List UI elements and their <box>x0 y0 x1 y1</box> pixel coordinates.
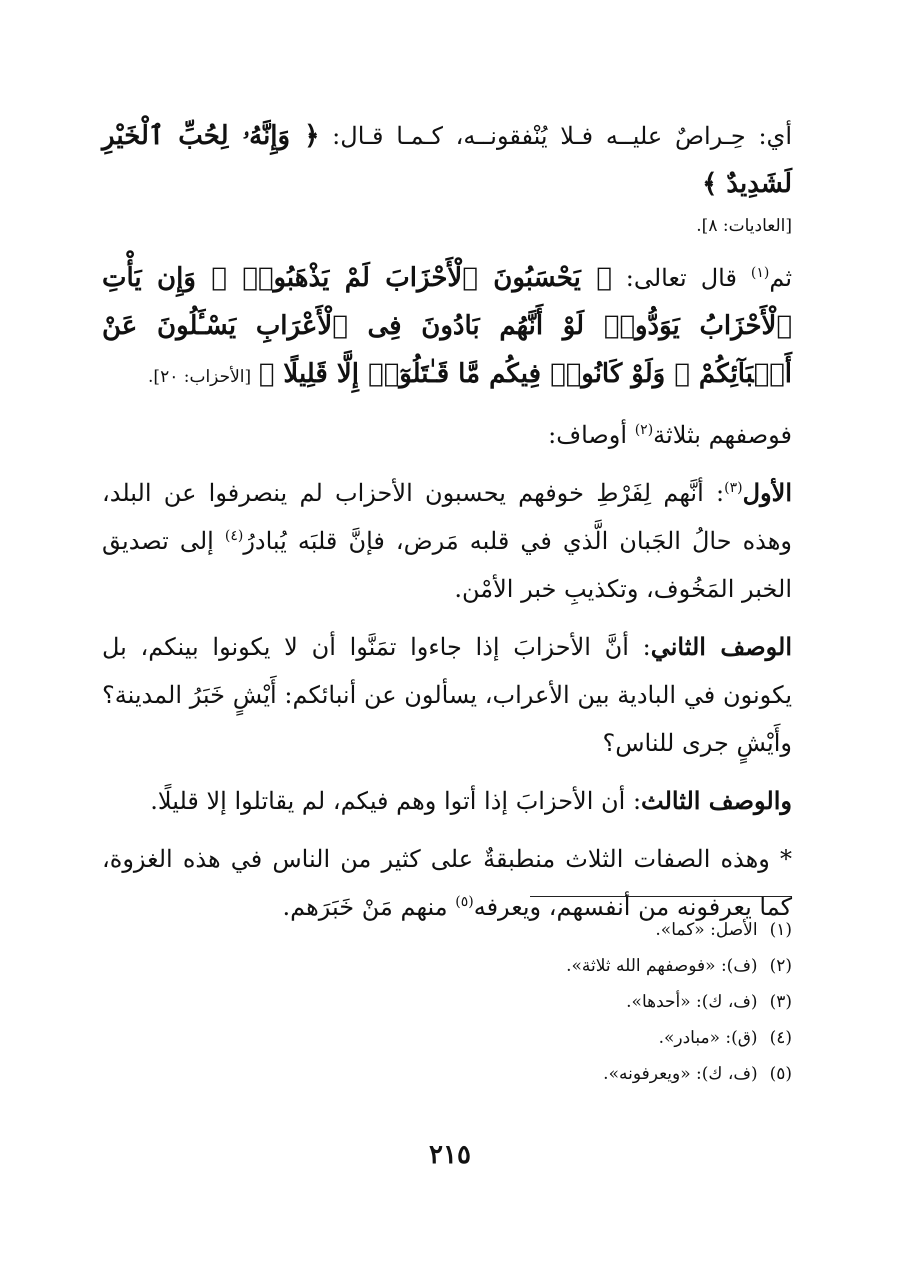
footnote-item <box>102 948 792 984</box>
paragraph-text: : أن الأحزابَ إذا أتوا وهم فيكم، لم يقاتلوا إلا قليلًا. <box>150 787 642 815</box>
footnote-marker: (٣) <box>724 480 743 496</box>
section-label: والوصف الثالث <box>641 786 792 815</box>
footnote-marker: (٤) <box>224 528 244 544</box>
paragraph-3 <box>102 411 792 459</box>
paragraph-4 <box>102 469 792 613</box>
footnotes <box>102 912 792 1092</box>
footnote-text: الأصل: «كما». <box>655 920 758 940</box>
verse-reference: [العاديات: ٨]. <box>696 216 792 236</box>
paragraph-text: : أنَّ الأحزابَ إذا جاءوا تمَنَّوا أن لا يكونوا بينكم، بل يكونون في البادية بين الأعراب، يسألون عن أنبائكم: أَيْشٍ خَبَرُ المدينة؟ وأَيْشٍ جرى للناس؟ <box>102 633 792 757</box>
paragraph-text: أوصاف: <box>548 421 635 449</box>
footnote-marker: (١) <box>750 265 770 281</box>
footnote-item <box>102 912 792 948</box>
paragraph-6 <box>102 777 792 825</box>
quran-verse: ﴿ يَحْسَبُونَ ٱلْأَحْزَابَ لَمْ يَذْهَبُوا۟ ۖ وَإِن يَأْتِ ٱلْأَحْزَابُ يَوَدُّوا۟ لَوْ أَنَّهُم بَادُونَ فِى ٱلْأَعْرَابِ يَسْـَٔلُونَ عَنْ أَنۢبَآئِكُمْ ۖ وَلَوْ كَانُوا۟ فِيكُم مَّا قَـٰتَلُوٓا۟ إِلَّا قَلِيلًا ﴾ <box>102 263 792 389</box>
paragraph-text: : أنَّهم لِفَرْطِ خوفهم يحسبون الأحزاب لم ينصرفوا عن البلد، وهذه حالُ الجَبان الَّذي في قلبه مَرض، فإنَّ قلبَه يُبادرُ <box>102 479 793 555</box>
footnote-number: (٥) <box>769 1064 792 1084</box>
footnote-number: (١) <box>769 920 792 940</box>
footnote-number: (٢) <box>769 956 792 976</box>
footnote-item <box>102 1020 792 1056</box>
verse-reference: [الأحزاب: ٢٠]. <box>148 367 252 387</box>
quran-verse: ﴿ وَإِنَّهُۥ لِحُبِّ ٱلْخَيْرِ لَشَدِيدٌ ﴾ <box>102 121 792 199</box>
section-label: الوصف الثاني <box>650 632 792 661</box>
footnote-text: (ف، ك): «ويعرفونه». <box>603 1064 758 1084</box>
footnote-number: (٣) <box>769 992 792 1012</box>
section-label: الأول <box>742 478 792 507</box>
paragraph-text: ثم <box>769 264 792 292</box>
paragraph-text: فوصفهم بثلاثة <box>653 421 792 449</box>
page-number: ٢١٥ <box>429 1140 471 1170</box>
footnote-item <box>102 984 792 1020</box>
paragraph-text: * وهذه الصفات الثلاث منطبقةٌ على كثير من الناس في هذه الغزوة، كما يعرفونه من أنفسهم، ويعرفه <box>102 845 792 921</box>
footnote-text: (ف، ك): «أحدها». <box>626 992 758 1012</box>
footnote-marker: (٢) <box>634 422 654 438</box>
footnote-divider <box>530 896 792 897</box>
paragraph-5 <box>102 623 792 767</box>
footnote-item <box>102 1056 792 1092</box>
page-body <box>102 112 792 941</box>
paragraph-text: إلى تصديق الخبر المَخُوف، وتكذيبِ خبر الأمْن. <box>102 527 792 603</box>
paragraph-text: قال تعالى: <box>611 264 751 292</box>
paragraph-1 <box>102 112 792 244</box>
paragraph-text: منهم مَنْ خَبَرَهم. <box>282 893 456 921</box>
footnote-number: (٤) <box>769 1028 792 1048</box>
footnote-text: (ق): «مبادر». <box>658 1028 758 1048</box>
footnote-text: (ف): «فوصفهم الله ثلاثة». <box>566 956 758 976</box>
footnote-marker: (٥) <box>455 894 474 910</box>
paragraph-2 <box>102 254 792 401</box>
paragraph-text: أي: حِـراصٌ عليــه فـلا يُنْفقونــه، كـمـا قـال: <box>319 122 793 150</box>
